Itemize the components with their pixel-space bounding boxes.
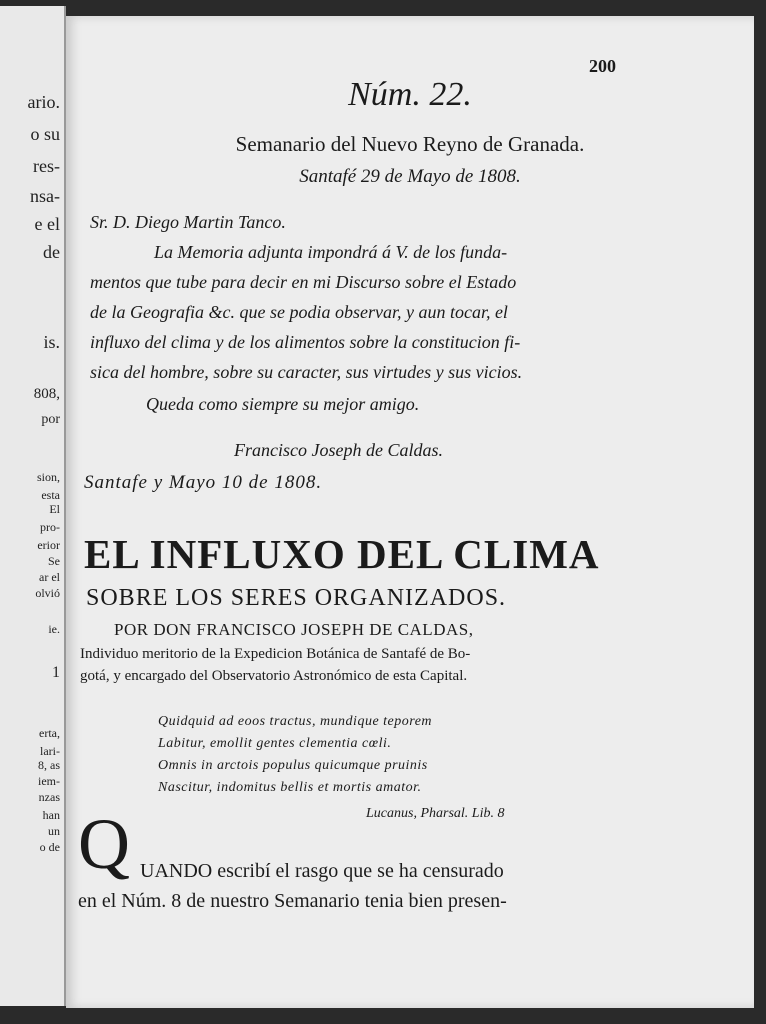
author-description-line: gotá, y encargado del Observatorio Astronómico de esta Capital. <box>80 668 468 684</box>
article-title: EL INFLUXO DEL CLIMA <box>84 531 600 577</box>
facing-page-fragment: nsa- <box>30 186 60 206</box>
facing-page-edge <box>0 6 66 1006</box>
facing-page-fragment: e el <box>34 214 60 234</box>
letter-line: mentos que tube para decir en mi Discurso sobre el Estado <box>90 272 517 292</box>
issue-date: Santafé 29 de Mayo de 1808. <box>299 166 521 187</box>
facing-page-fragment: lari- <box>40 744 60 758</box>
drop-cap: Q <box>78 804 130 884</box>
facing-page-fragment: erta, <box>39 726 60 740</box>
letter-line: de la Geografia &c. que se podia observar, y aun tocar, el <box>90 302 508 322</box>
facing-page-fragment: is. <box>43 332 60 352</box>
facing-page-fragment: han <box>42 808 60 822</box>
epigraph-line: Nascitur, indomitus bellis et mortis amator. <box>158 780 422 795</box>
facing-page-fragment: El <box>49 502 60 516</box>
epigraph-line: Omnis in arctois populus quicumque pruinis <box>158 758 428 773</box>
facing-page-fragment: ie. <box>48 622 60 636</box>
epigraph-line: Labitur, emollit gentes clementia cœli. <box>158 736 392 751</box>
issue-number: Núm. 22. <box>348 76 472 113</box>
letter-place-date: Santafe y Mayo 10 de 1808. <box>84 472 323 493</box>
facing-page-fragment: por <box>41 412 60 427</box>
facing-page-fragment: un <box>48 824 60 838</box>
facing-page-fragment: ar el <box>39 570 60 584</box>
facing-page-fragment: Se <box>48 554 60 568</box>
facing-page-fragment: 8, as <box>38 758 60 772</box>
facing-page-fragment: nzas <box>38 790 60 804</box>
publication-title: Semanario del Nuevo Reyno de Granada. <box>235 132 585 156</box>
body-text-line: en el Núm. 8 de nuestro Semanario tenia bien presen- <box>78 890 507 912</box>
facing-page-fragment: pro- <box>40 520 60 534</box>
facing-page-fragment: esta <box>41 488 60 502</box>
facing-page-fragment: sion, <box>36 470 60 484</box>
article-author: POR DON FRANCISCO JOSEPH DE CALDAS, <box>114 620 474 639</box>
epigraph-line: Quidquid ad eoos tractus, mundique teporem <box>158 714 433 729</box>
facing-page-fragment: o su <box>30 124 60 144</box>
article-subtitle: SOBRE LOS SERES ORGANIZADOS. <box>86 585 507 611</box>
facing-page-fragment: de <box>43 242 60 262</box>
letter-signature: Francisco Joseph de Caldas. <box>234 440 443 460</box>
body-text-line: UANDO escribí el rasgo que se ha censurado <box>140 860 504 882</box>
letter-line: sica del hombre, sobre su caracter, sus virtudes y sus vicios. <box>90 362 523 382</box>
letter-closing: Queda como siempre su mejor amigo. <box>146 394 420 414</box>
letter-line: La Memoria adjunta impondrá á V. de los funda- <box>154 242 508 262</box>
facing-page-fragment: iem- <box>38 774 60 788</box>
letter-line: influxo del clima y de los alimentos sobre la constitucion fi- <box>90 332 521 352</box>
facing-page-fragment: 808, <box>33 386 60 402</box>
facing-page-fragment: olvió <box>35 586 60 600</box>
facing-page-fragment: ario. <box>27 92 60 112</box>
facing-page-fragment: 1 <box>52 664 60 681</box>
facing-page-fragment: o de <box>39 840 60 854</box>
author-description-line: Individuo meritorio de la Expedicion Botánica de Santafé de Bo- <box>80 646 471 662</box>
facing-page-fragment: erior <box>37 538 60 552</box>
facing-page-fragment: res- <box>33 156 60 176</box>
page-number: 200 <box>589 56 616 76</box>
epigraph-source: Lucanus, Pharsal. Lib. 8 <box>366 806 505 821</box>
letter-salutation: Sr. D. Diego Martin Tanco. <box>90 212 286 232</box>
